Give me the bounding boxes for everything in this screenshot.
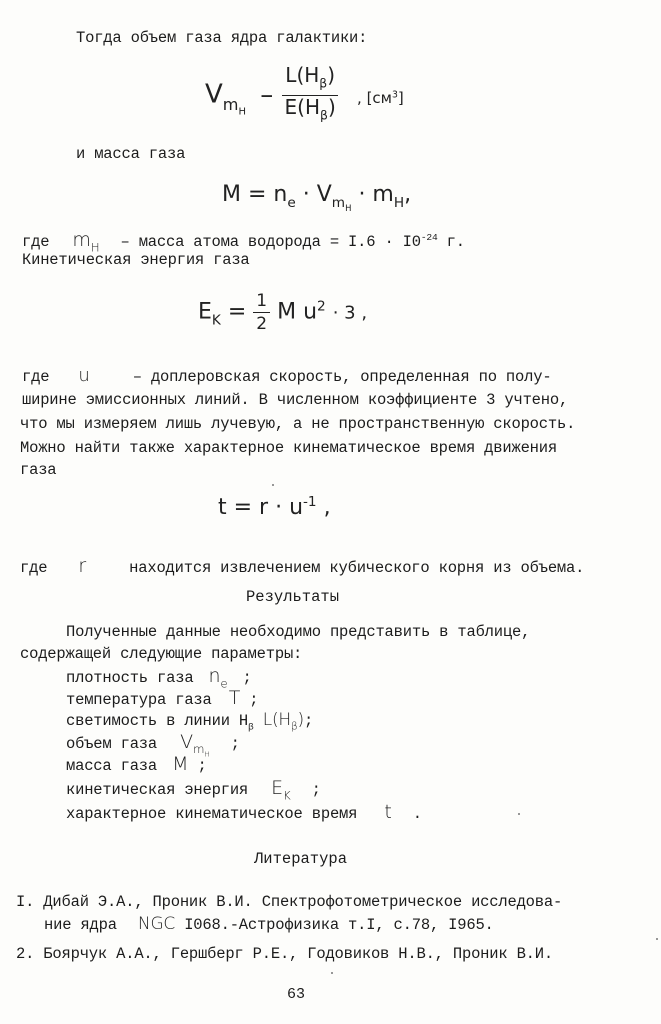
text-line: газа xyxy=(20,461,57,479)
section-heading-results: Результаты xyxy=(246,588,340,606)
text-line: Можно найти также характерное кинематическое время движения xyxy=(20,439,557,457)
param-item: светимость в линии $Н_\beta$ $L(H_\beta)$; xyxy=(66,710,314,733)
scan-speck xyxy=(656,938,658,940)
param-item: кинетическая энергия $E_K$ ; xyxy=(66,777,321,803)
text-line: что мы измеряем лишь лучевую, а не пространственную скорость. xyxy=(20,415,576,433)
text-line: содержащей следующие параметры: xyxy=(20,645,303,663)
text-line: Полученные данные необходимо представить в таблице, xyxy=(66,623,531,641)
reference-item: I. Дибай Э.А., Проник В.И. Спектрофотометрическое исследова- xyxy=(16,893,563,911)
text-line: где r находится извлечением кубического корня из объема. xyxy=(20,555,585,577)
text-line: где $m_H$ – масса атома водорода = $I.6 \cdot I0^{-24}$ г. xyxy=(22,228,465,255)
time-formula: $t = r \cdot u^{-1}$ , xyxy=(218,494,331,521)
section-heading-literature: Литература xyxy=(254,850,348,868)
param-item: характерное кинематическое время t . xyxy=(66,801,422,823)
mass-formula: $M = n_e \cdot V_{m_H} \cdot m_H$, xyxy=(222,182,412,213)
page-number: 63 xyxy=(287,986,306,1003)
text-line: где u – доплеровская скорость, определенная по полу- xyxy=(22,365,552,386)
reference-item: 2. Боярчук А.А., Гершберг Р.Е., Годовиков Н.В., Проник В.И. xyxy=(16,945,553,963)
scan-speck xyxy=(331,972,333,974)
param-item: масса газа M ; xyxy=(66,753,207,775)
reference-item: ние ядра NGC I068.-Астрофизика т.I, с.78, I965. xyxy=(44,914,494,934)
text-line: ширине эмиссионных линий. В численном коэффициенте 3 учтено, xyxy=(22,391,569,409)
param-item: объем газа $V_{m_H}$ ; xyxy=(66,731,240,759)
kinetic-energy-formula: $E_K$ = $\frac{1}{2}$ M $u^2 \cdot 3$ , xyxy=(198,291,368,334)
scan-speck xyxy=(518,813,520,815)
text-line: и масса газа xyxy=(76,145,186,163)
scan-speck xyxy=(272,484,274,486)
param-item: температура газа T ; xyxy=(66,687,259,709)
volume-formula: $V_{m_H}$ – $\frac{L(H_\beta)}{E(H_\beta)}$ , $[см^3]$ xyxy=(205,63,404,123)
text-line: Тогда объем газа ядра галактики: xyxy=(76,29,368,47)
text-line: Кинетическая энергия газа xyxy=(22,251,250,269)
param-item: плотность газа $n_e$ ; xyxy=(66,665,252,691)
